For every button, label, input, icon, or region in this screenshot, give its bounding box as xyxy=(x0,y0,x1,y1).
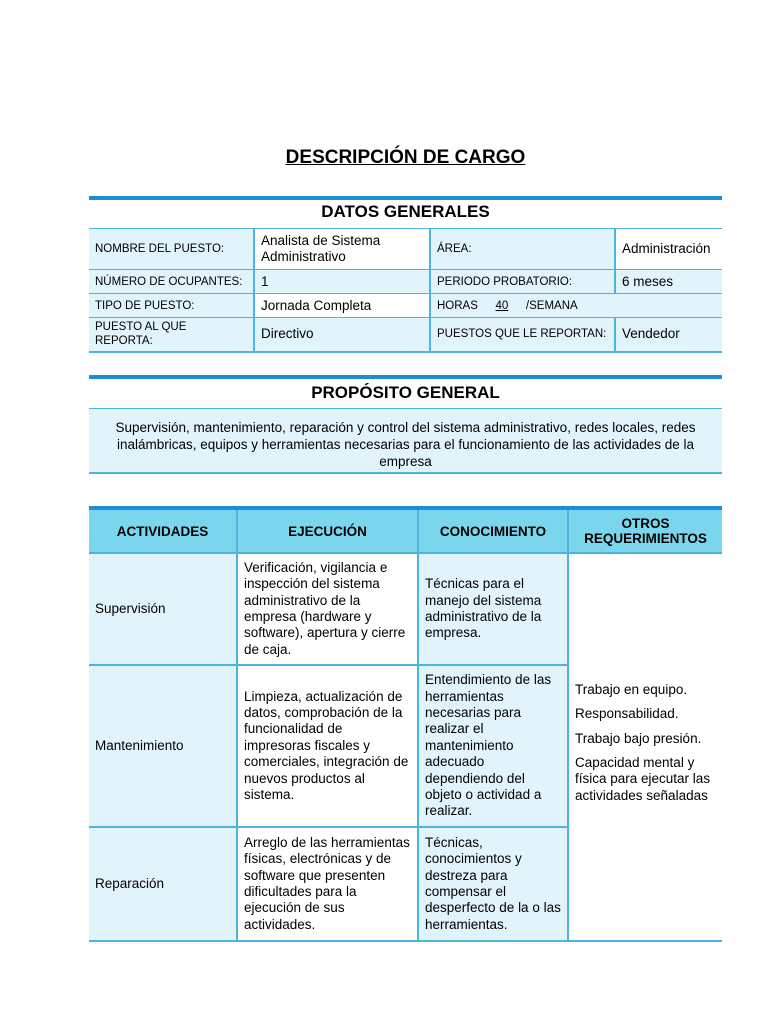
datos-row xyxy=(89,294,722,318)
actividad-cell: Mantenimiento xyxy=(89,665,237,827)
datos-generales-heading: DATOS GENERALES xyxy=(321,202,490,221)
field-label: PERIODO PROBATORIO: xyxy=(430,270,615,294)
table-row xyxy=(89,553,722,665)
actividad-cell: Supervisión xyxy=(89,553,237,665)
section-rule-proposito xyxy=(89,375,722,379)
horas-prefix: HORAS xyxy=(437,299,478,312)
proposito-heading: PROPÓSITO GENERAL xyxy=(311,383,500,402)
requerimiento-item: Trabajo bajo presión. xyxy=(575,730,702,746)
requerimiento-item: Trabajo en equipo. xyxy=(575,681,688,697)
conocimiento-cell: Técnicas, conocimientos y destreza para compensar el desperfecto de la o las herramientas. xyxy=(418,827,568,941)
field-value: Administración xyxy=(615,229,722,270)
horas-suffix: /SEMANA xyxy=(525,299,578,312)
requerimiento-item: Responsabilidad. xyxy=(575,706,679,722)
field-label: PUESTO AL QUE REPORTA: xyxy=(89,318,254,352)
conocimiento-cell: Técnicas para el manejo del sistema administrativo de la empresa. xyxy=(418,553,568,665)
field-label: PUESTOS QUE LE REPORTAN: xyxy=(430,318,615,352)
ejecucion-cell: Verificación, vigilancia e inspección del sistema administrativo de la empresa (hardware y software), apertura y cierre de caja. xyxy=(237,553,418,665)
ejecucion-cell: Limpieza, actualización de datos, comprobación de la funcionalidad de impresoras fiscales y comerciales, integración de nuevos productos al sistema. xyxy=(237,665,418,827)
field-value: 1 xyxy=(254,270,430,294)
section-rule-datos xyxy=(89,196,722,200)
document-title: DESCRIPCIÓN DE CARGO xyxy=(285,147,526,168)
column-header-ejecucion: EJECUCIÓN xyxy=(237,508,418,553)
field-value: Analista de Sistema Administrativo xyxy=(254,229,430,270)
field-value: Jornada Completa xyxy=(254,294,430,318)
field-label: NÚMERO DE OCUPANTES: xyxy=(89,270,254,294)
horas-field xyxy=(430,294,722,318)
actividades-table xyxy=(89,506,722,942)
field-value: 6 meses xyxy=(615,270,722,294)
datos-row xyxy=(89,270,722,294)
field-value: Directivo xyxy=(254,318,430,352)
table-header-row xyxy=(89,508,722,553)
datos-generales-table xyxy=(89,228,722,353)
field-label: TIPO DE PUESTO: xyxy=(89,294,254,318)
field-label: ÁREA: xyxy=(430,229,615,270)
datos-row xyxy=(89,229,722,270)
datos-row xyxy=(89,318,722,352)
proposito-text: Supervisión, mantenimiento, reparación y control del sistema administrativo, redes locales, redes inalámbricas, equipos y herramientas necesarias para el funcionamiento de las actividades de la empresa xyxy=(89,408,722,474)
column-header-conocimiento: CONOCIMIENTO xyxy=(418,508,568,553)
field-label: NOMBRE DEL PUESTO: xyxy=(89,229,254,270)
field-value: Vendedor xyxy=(615,318,722,352)
requerimiento-item: Capacidad mental y física para ejecutar las actividades señaladas xyxy=(575,755,711,803)
otros-requerimientos-cell xyxy=(568,553,722,941)
column-header-actividades: ACTIVIDADES xyxy=(89,508,237,553)
horas-value: 40 xyxy=(495,299,509,312)
ejecucion-cell: Arreglo de las herramientas físicas, electrónicas y de software que presenten dificultades para la ejecución de sus actividades. xyxy=(237,827,418,941)
actividad-cell: Reparación xyxy=(89,827,237,941)
column-header-otros: OTROS REQUERIMIENTOS xyxy=(568,508,722,553)
conocimiento-cell: Entendimiento de las herramientas necesarias para realizar el mantenimiento adecuado dependiendo del objeto o actividad a realizar. xyxy=(418,665,568,827)
